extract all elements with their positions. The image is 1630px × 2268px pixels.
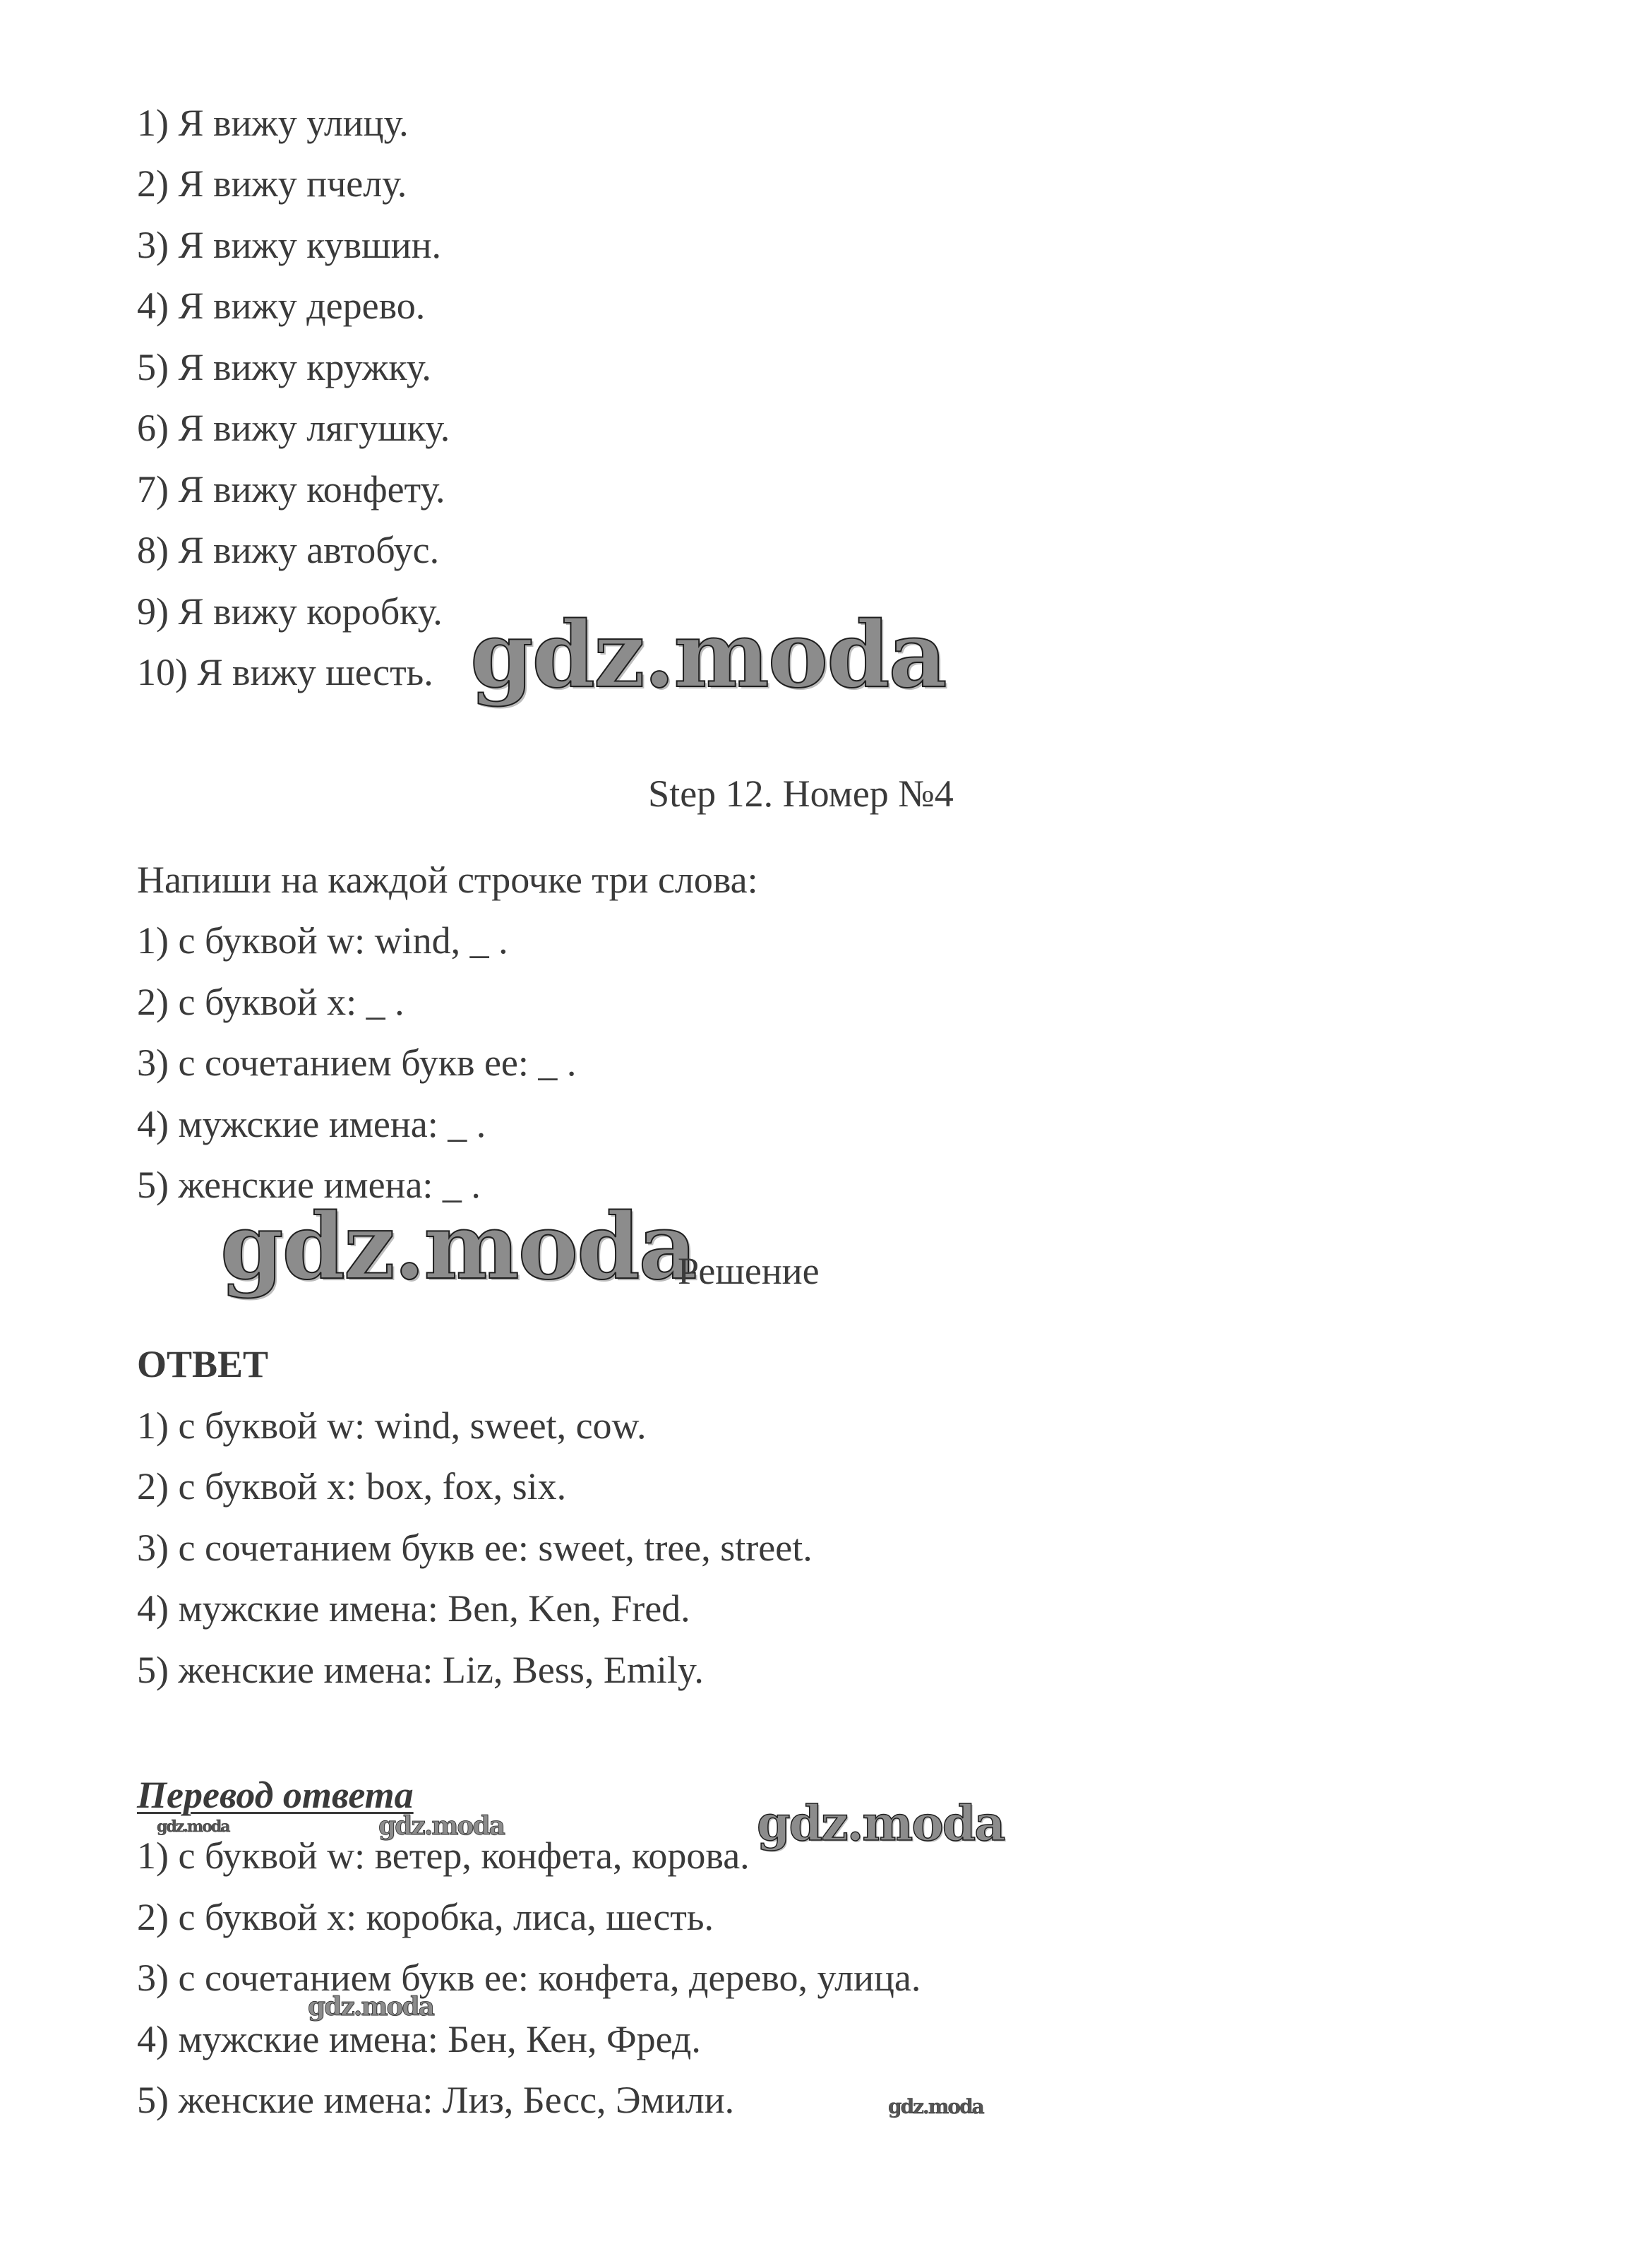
watermark-logo: gdz.moda [378,1811,504,1841]
list-item: 6) Я вижу лягушку. [137,407,450,449]
translation-item: 2) с буквой x: коробка, лиса, шесть. [137,1896,714,1938]
translation-item: 3) с сочетанием букв ee: конфета, дерево, улица. [137,1957,921,1999]
list-item: 1) Я вижу улицу. [137,102,409,144]
list-item: 4) Я вижу дерево. [137,285,426,327]
watermark-logo: gdz.moda [757,1796,1005,1852]
answer-item: 4) мужские имена: Ben, Ken, Fred. [137,1587,690,1630]
answer-title: ОТВЕТ [137,1343,269,1385]
watermark-logo: gdz.moda [157,1818,229,1836]
watermark-logo: gdz.moda [470,602,946,708]
list-item: 7) Я вижу конфету. [137,468,445,511]
task-item: 2) с буквой x: _ . [137,981,404,1023]
task-item: 5) женские имена: _ . [137,1164,481,1206]
task-item: 3) с сочетанием букв ee: _ . [137,1042,577,1084]
watermark-logo: gdz.moda [888,2095,983,2118]
answer-item: 2) с буквой x: box, fox, six. [137,1465,567,1508]
translation-item: 4) мужские имена: Бен, Кен, Фред. [137,2018,701,2060]
task-instruction: Напиши на каждой строчке три слова: [137,859,758,901]
list-item: 8) Я вижу автобус. [137,529,440,571]
solution-label: Решение [678,1250,820,1292]
translation-item: 1) с буквой w: ветер, конфета, корова. [137,1834,750,1877]
list-item: 9) Я вижу коробку. [137,590,443,633]
task-item: 4) мужские имена: _ . [137,1103,486,1145]
list-item: 10) Я вижу шесть. [137,651,433,693]
task-heading: Step 12. Номер №4 [648,772,954,815]
list-item: 3) Я вижу кувшин. [137,224,442,266]
translation-title: Перевод ответа [137,1774,414,1816]
translation-item: 5) женские имена: Лиз, Бесс, Эмили. [137,2079,735,2121]
answer-item: 1) с буквой w: wind, sweet, cow. [137,1404,647,1447]
list-item: 5) Я вижу кружку. [137,346,431,388]
list-item: 2) Я вижу пчелу. [137,162,407,205]
task-item: 1) с буквой w: wind, _ . [137,919,508,962]
watermark-logo: gdz.moda [308,1992,433,2022]
answer-item: 5) женские имена: Liz, Bess, Emily. [137,1649,704,1691]
answer-item: 3) с сочетанием букв ee: sweet, tree, street. [137,1527,813,1569]
watermark-logo: gdz.moda [220,1194,696,1300]
